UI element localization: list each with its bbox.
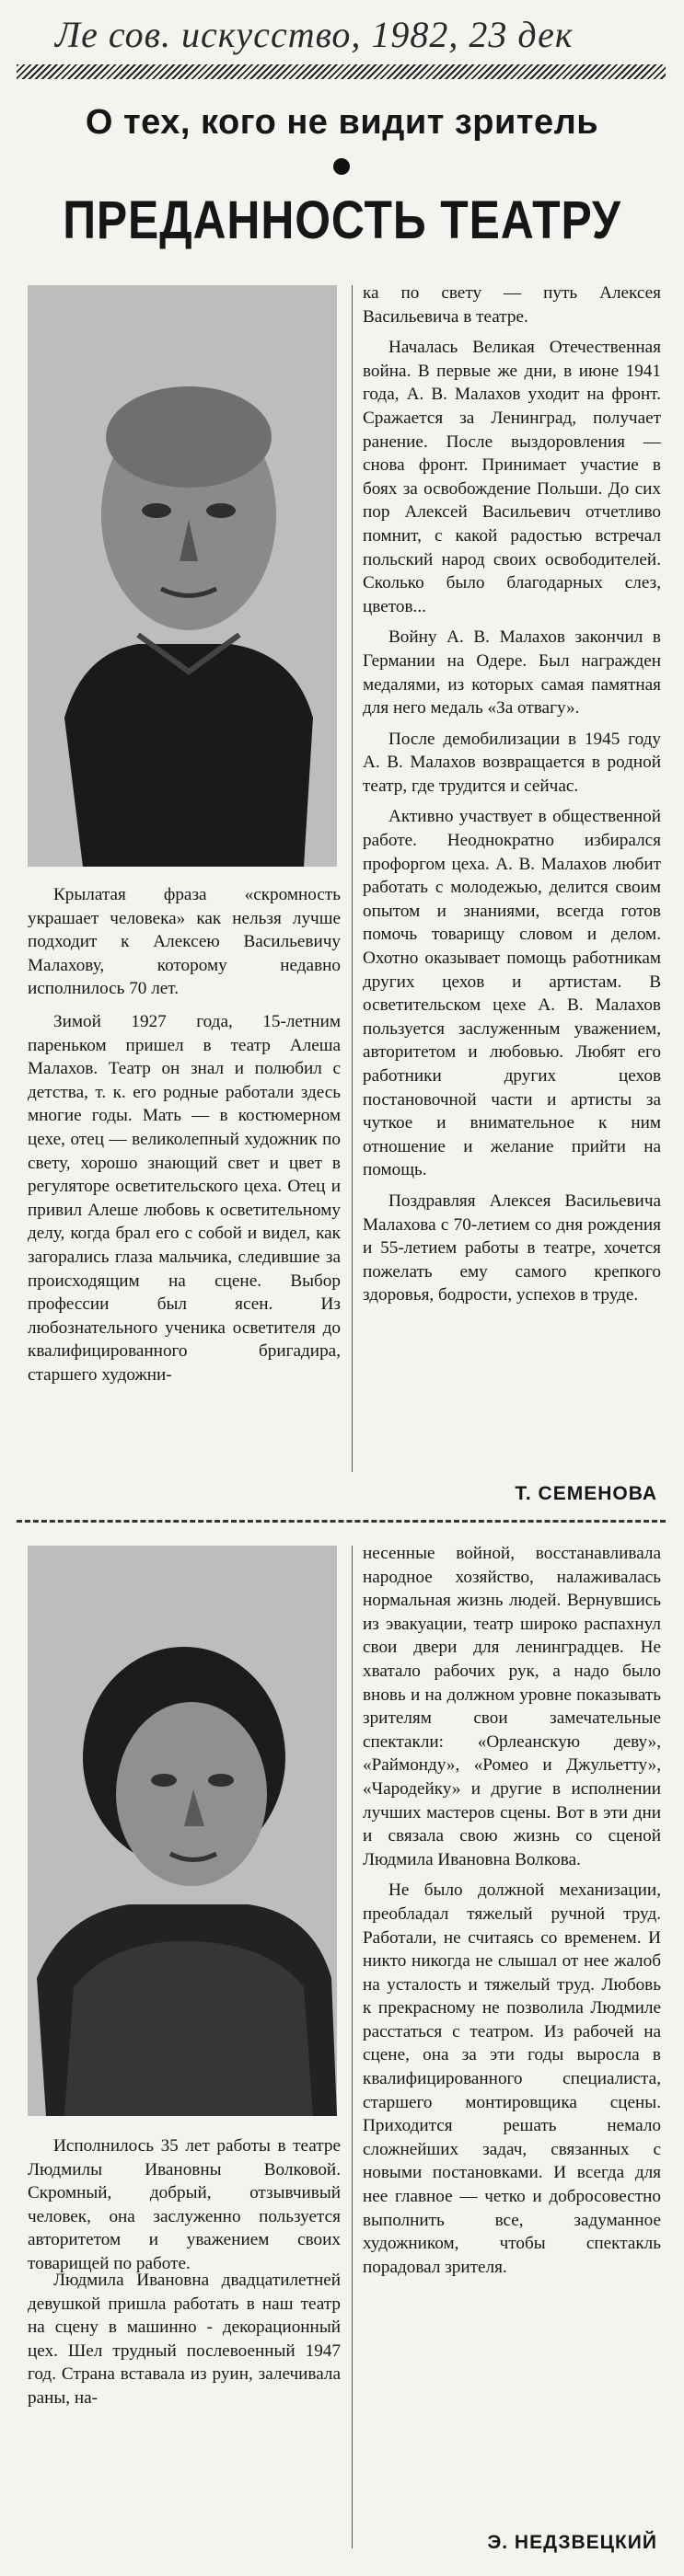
- article1-left-paragraph: Зимой 1927 года, 15-летним пареньком пришел в театр Алеша Малахов. Театр он знал и полюбил с детства, т. к. его родные работали здесь многие годы. Мать — в костюмерном цехе, отец — великолепный художник по свету, хорошо знающий свет и цвет в регуляторе осветительского цеха. Отец и привил Алеше любовь к осветительному делу, когда брал его с собой и видел, как загорались глаза мальчика, следившие за происходящим на сцене. Выбор профессии был ясен. Из любознательного ученика осветителя до квалифицированного бригадира, старшего художни-: [28, 1012, 341, 1385]
- article2-left-column: [28, 2269, 341, 2418]
- article1-paragraph: Началась Великая Отечественная война. В первые же дни, в июне 1941 года, А. В. Малахов уходит на фронт. Сражается за Ленинград, получает ранение. После выздоровления — снова фронт. Принимает участие в боях за освобождение Польши. До сих пор Алексей Васильевич отчетливо помнит, с какой радостью встречал польский народ своих освободителей. Сколько было благодарных слез, цветов...: [363, 338, 661, 616]
- article2-right-column: [363, 1542, 661, 2286]
- signature-nedzvetsky: Э. НЕДЗВЕЦКИЙ: [487, 2532, 657, 2553]
- headline: ПРЕДАННОСТЬ ТЕАТРУ: [63, 190, 621, 250]
- rubric-title: О тех, кого не видит зритель: [85, 103, 599, 142]
- photo-volkova: [28, 1546, 337, 2116]
- article2-left-paragraph: Людмила Ивановна двадцатилетней девушкой пришла работать в наш театр на сцену в машинно - декорационный цех. Шел трудный послевоенный 1947 год. Страна вставала из руин, залечивала раны, на-: [28, 2271, 341, 2408]
- signature-semenova: Т. СЕМЕНОВА: [515, 1483, 657, 1504]
- caption-text: Крылатая фраза «скромность украшает человека» как нельзя лучше подходит к Алексею Васильевичу Малахову, которому недавно исполнилось 70 лет.: [28, 885, 341, 999]
- handwritten-note: Ле сов. искусство, 1982, 23 дек: [55, 14, 574, 55]
- article1-paragraph: ка по свету — путь Алексея Васильевича в театре.: [363, 283, 661, 327]
- article1-paragraph: Поздравляя Алексея Васильевича Малахова с 70-летием со дня рождения и 55-летием работы в театре, хочется пожелать ему самого крепкого здоровья, бодрости, успехов в труде.: [363, 1190, 661, 1305]
- article1-left-column: [28, 1010, 341, 1395]
- article1-paragraph: Активно участвует в общественной работе. Неоднократно избирался профоргом цеха. А. В. Малахов любит работать с молодежью, делится своим опытом и знаниями, всегда готов помочь товарищу словом и делом. Охотно оказывает помощь работникам других цехов и артистам. В осветительском цехе А. В. Малахов пользуется заслуженным уважением, авторитетом и любовью. Любят его работники других цехов постановочной части и артисты за чуткое и внимательное к ним отношение и желание прийти на помощь.: [363, 807, 661, 1180]
- article1-paragraph: После демобилизации в 1945 году А. В. Малахов возвращается в родной театр, где трудится и сейчас.: [363, 729, 661, 796]
- column-rule: [352, 285, 353, 1472]
- caption-text: Исполнилось 35 лет работы в театре Людмилы Ивановны Волковой. Скромный, добрый, отзывчивый человек, она заслуженно пользуется авторитетом и уважением своих товарищей по работе.: [28, 2136, 341, 2273]
- photo-malakhov: [28, 285, 337, 867]
- article2-paragraph: Не было должной механизации, преобладал тяжелый ручной труд. Работали, не считаясь со временем. И никто никогда не слышал от нее жалоб на усталость и тяжелый труд. Любовь к прекрасному не позволила Людмиле расстаться с театром. Из рабочей на сцене, она за эти годы выросла в квалифицированного специалиста, старшего монтировщика сцены. Приходится решать немало сложнейших задач, связанных с новыми постановками. И всегда для нее главное — четко и добросовестно выполнить все, задуманное художником, чтобы спектакль порадовал зрителя.: [363, 1880, 661, 2277]
- article1-caption: [28, 883, 341, 1008]
- article2-caption: [28, 2134, 341, 2283]
- article1-right-column: [363, 282, 661, 1315]
- bullet-dot: [333, 158, 350, 175]
- article1-paragraph: Войну А. В. Малахов закончил в Германии на Одере. Был награжден медалями, из которых самая памятная для него медаль «За отвагу».: [363, 627, 661, 719]
- article-separator: [17, 1520, 666, 1523]
- column-rule: [352, 1546, 353, 2548]
- article2-paragraph: несенные войной, восстанавливала народное хозяйство, налаживалась нормальная жизнь людей. Вернувшись из эвакуации, театр широко распахнул свои двери для ленинградцев. Не хватало рабочих рук, а надо было вновь и на должном уровне показывать зрителям свои замечательные спектакли: «Орлеанскую деву», «Раймонду», «Ромео и Джульетту», «Чародейку» и другие в исполнении лучших мастеров сцены. Вот в эти дни и связала свою жизнь со сценой Людмила Ивановна Волкова.: [363, 1544, 661, 1869]
- top-hatch-divider: [17, 64, 666, 79]
